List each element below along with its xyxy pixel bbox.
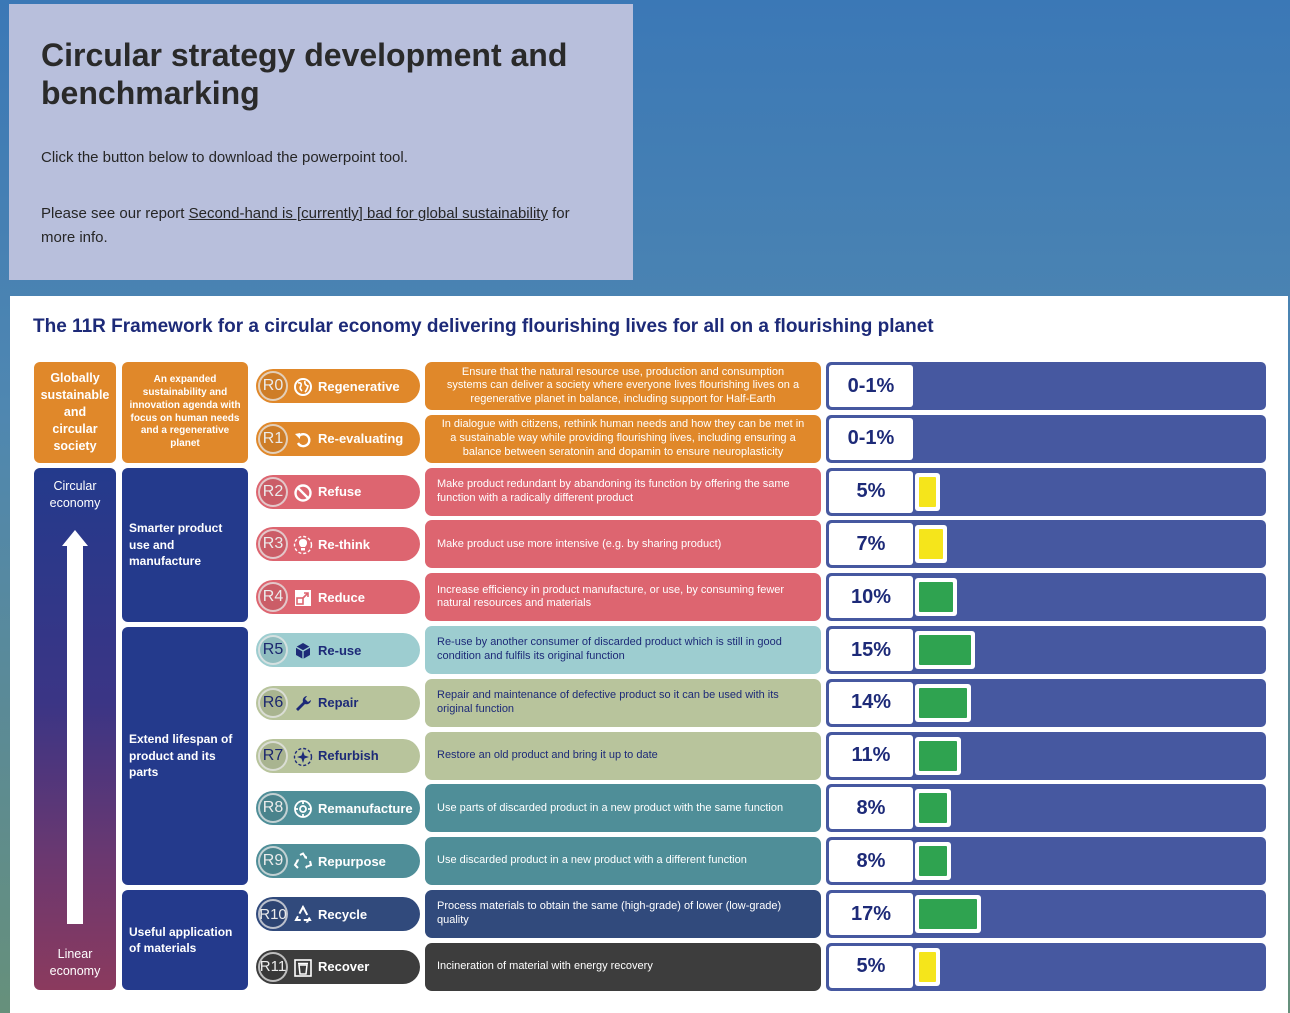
r-code: R9 [258, 846, 288, 876]
r-code: R7 [258, 741, 288, 771]
r-name: Re-think [318, 536, 370, 552]
r-bar-fill [919, 952, 936, 982]
r-bar-fill [919, 846, 947, 876]
r-row-r9 [256, 837, 1266, 885]
r-description: Make product use more intensive (e.g. by sharing product) [425, 520, 821, 568]
report-suffix: for more info. [41, 205, 570, 246]
recycle-triangle-icon [293, 905, 313, 925]
r-name: Reduce [318, 589, 365, 605]
r-code: R11 [258, 952, 288, 982]
r-bar [915, 895, 981, 933]
r-description: Use discarded product in a new product with a different function [425, 837, 821, 885]
r-name: Repair [318, 695, 359, 711]
r-bar-fill [919, 635, 971, 665]
economy-arrow-block [34, 468, 116, 990]
shrink-icon [293, 588, 313, 608]
r-description: Incineration of material with energy recovery [425, 943, 821, 991]
r-bar [915, 578, 957, 616]
r-code: R4 [258, 582, 288, 612]
r-percent: 10% [829, 576, 913, 618]
recycle-icon [293, 852, 313, 872]
r-percent: 8% [829, 787, 913, 829]
r-percent: 17% [829, 893, 913, 935]
r-bar [915, 737, 961, 775]
r-name: Refurbish [318, 748, 379, 764]
r-meter [826, 837, 1266, 885]
r-description: Repair and maintenance of defective product so it can be used with its original function [425, 679, 821, 727]
useful-block: Useful application of materials [122, 890, 248, 990]
r-row-r11 [256, 943, 1266, 991]
recycle-gear-icon [293, 799, 313, 819]
r-pill [256, 580, 420, 614]
r-code: R0 [258, 371, 288, 401]
r-pill [256, 686, 420, 720]
r-meter [826, 520, 1266, 568]
r-row-r6 [256, 679, 1266, 727]
r-row-r10 [256, 890, 1266, 938]
r-pill [256, 897, 420, 931]
r-bar [915, 684, 971, 722]
r-pill [256, 369, 420, 403]
page-title: Circular strategy development and benchmarking [41, 37, 568, 111]
r-description: Make product redundant by abandoning its function by offering the same function with a radically different product [425, 468, 821, 516]
r-description: Use parts of discarded product in a new product with the same function [425, 784, 821, 832]
r-name: Recycle [318, 906, 368, 922]
r-meter [826, 415, 1266, 463]
r-name: Repurpose [318, 853, 386, 869]
r-percent: 11% [829, 735, 913, 777]
r-bar-fill [919, 793, 947, 823]
r-percent: 15% [829, 629, 913, 671]
intro-box [9, 4, 633, 280]
report-text [41, 202, 606, 250]
r-name: Refuse [318, 484, 362, 500]
r-percent: 5% [829, 946, 913, 988]
r-pill [256, 475, 420, 509]
r-description: Process materials to obtain the same (high-grade) of lower (low-grade) quality [425, 890, 821, 938]
wrench-icon [293, 694, 313, 714]
circular-economy-label: Circular economy [49, 479, 101, 510]
r-row-r0 [256, 362, 1266, 410]
linear-economy-label: Linear economy [49, 947, 101, 978]
r-description: Ensure that the natural resource use, production and consumption systems can deliver a society where everyone lives flourishing lives on a regenerative planet in balance, including support for Half-Earth [425, 362, 821, 410]
r-pill [256, 633, 420, 667]
r-description: In dialogue with citizens, rethink human needs and how they can be met in a sustainable way while providing flourishing lives, including ensuring a balance between seratonin and dopamin to ensure neuroplasticity [425, 415, 821, 463]
r-bar-fill [919, 688, 967, 718]
r-percent: 0-1% [829, 365, 913, 407]
r-row-r1 [256, 415, 1266, 463]
box-icon [293, 641, 313, 661]
r-description: Re-use by another consumer of discarded product which is still in good condition and fulfils its original function [425, 626, 821, 674]
r-description: Increase efficiency in product manufacture, or use, by consuming fewer natural resources and materials [425, 573, 821, 621]
r-meter [826, 679, 1266, 727]
agenda-block: An expanded sustainability and innovation agenda with focus on human needs and a regenerative planet [122, 362, 248, 463]
r-row-r4 [256, 573, 1266, 621]
r-pill [256, 844, 420, 878]
r-bar-fill [919, 899, 977, 929]
r-code: R6 [258, 688, 288, 718]
r-bar [915, 631, 975, 669]
r-name: Regenerative [318, 378, 400, 394]
r-bar-fill [919, 477, 936, 507]
r-percent: 8% [829, 840, 913, 882]
bin-icon [293, 958, 313, 978]
r-name: Re-use [318, 642, 362, 658]
r-bar [915, 948, 940, 986]
r-row-r2 [256, 468, 1266, 516]
r-code: R5 [258, 635, 288, 665]
rotate-icon [293, 430, 313, 450]
r-meter [826, 943, 1266, 991]
r-bar-fill [919, 741, 957, 771]
r-meter [826, 626, 1266, 674]
r-meter [826, 732, 1266, 780]
r-code: R3 [258, 529, 288, 559]
r-pill [256, 422, 420, 456]
report-prefix: Please see our report [41, 205, 189, 222]
r-percent: 7% [829, 523, 913, 565]
r-meter [826, 784, 1266, 832]
r-bar [915, 473, 940, 511]
r-code: R10 [258, 899, 288, 929]
smarter-block: Smarter product use and manufacture [122, 468, 248, 622]
r-percent: 5% [829, 471, 913, 513]
r-bar [915, 842, 951, 880]
r-bar [915, 525, 947, 563]
lightbulb-icon [293, 535, 313, 555]
r-name: Remanufacture [318, 800, 413, 816]
r-percent: 0-1% [829, 418, 913, 460]
extend-block: Extend lifespan of product and its parts [122, 627, 248, 885]
download-text: Click the button below to download the powerpoint tool. [41, 149, 408, 166]
prohibited-icon [293, 483, 313, 503]
r-bar-fill [919, 582, 953, 612]
r-meter [826, 890, 1266, 938]
globe-icon [293, 377, 313, 397]
r-meter [826, 573, 1266, 621]
society-block: Globally sustainable and circular society [34, 362, 116, 463]
r-meter [826, 362, 1266, 410]
arrow-shaft [67, 544, 83, 924]
r-description: Restore an old product and bring it up to date [425, 732, 821, 780]
r-name: Recover [318, 959, 370, 975]
framework-panel [10, 296, 1288, 1013]
r-bar-fill [919, 529, 943, 559]
r-row-r3 [256, 520, 1266, 568]
r-name: Re-evaluating [318, 431, 404, 447]
r-row-r5 [256, 626, 1266, 674]
r-code: R8 [258, 793, 288, 823]
r-code: R2 [258, 477, 288, 507]
r-meter [826, 468, 1266, 516]
r-bar [915, 789, 951, 827]
r-percent: 14% [829, 682, 913, 724]
framework-title: The 11R Framework for a circular economy delivering flourishing lives for all on a flourishing planet [33, 316, 934, 337]
r-pill [256, 950, 420, 984]
sparkle-icon [293, 747, 313, 767]
report-link[interactable]: Second-hand is [currently] bad for global sustainability [188, 205, 548, 222]
r-pill [256, 527, 420, 561]
r-row-r8 [256, 784, 1266, 832]
r-pill [256, 791, 420, 825]
r-code: R1 [258, 424, 288, 454]
r-pill [256, 739, 420, 773]
r-row-r7 [256, 732, 1266, 780]
